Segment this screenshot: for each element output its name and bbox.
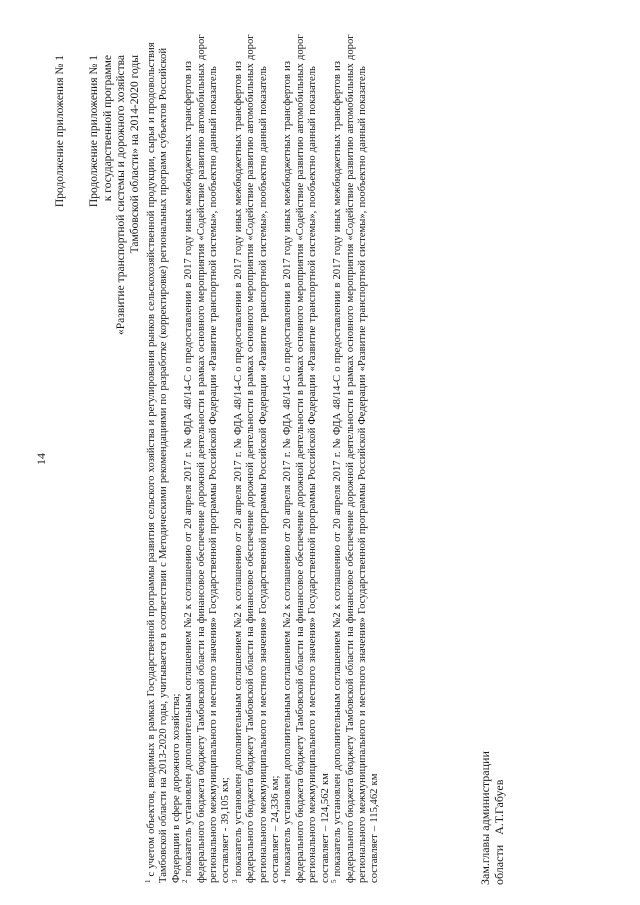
appendix-line: к государственной программе <box>101 55 114 202</box>
appendix-continued-label: Продолжение приложения № 1 <box>54 55 66 208</box>
footnote-mark: 1 <box>144 879 152 883</box>
footnote-text: с учетом объектов, вводимых в рамках Государственной программы развития сельского хозяйства и регулирования рынков сельскохозяйственной продукции, сырья и продовольствия Тамбовской области на 2013-2020 годы, учитывается в соответствии с Методическими рекомендациями по разработке (корректировке) региональных программ субъектов Российской Федерации в сфере дорожного хозяйства; <box>146 42 182 883</box>
appendix-line: Тамбовской области» на 2014-2020 годы <box>128 55 141 254</box>
footnote-3 <box>230 21 283 883</box>
footnote-text: показатель установлен дополнительным соглашением №2 к соглашению от 20 апреля 2017 г. № ФДА 48/14-С о предоставлении в 2017 году иных межбюджетных трансфертов из федерального бюджета бюджету Тамбовской области на финансовое обеспечение дорожной деятельности в рамках основного мероприятия «Содействие развитию автомобильных дорог регионального межмуниципального и местного значения» Государственной программы Российской Федерации «Развитие транспортной системы», пообъектно данный показатель составляет - 39,105 км; <box>183 34 232 883</box>
signature-block <box>478 751 506 885</box>
signature-line <box>492 751 506 885</box>
signature-title: Зам.главы администрации <box>478 751 492 885</box>
footnote-mark: 2 <box>181 879 190 883</box>
footnote-mark: 3 <box>230 879 239 883</box>
footnote-1 <box>146 21 183 883</box>
footnote-mark: 5 <box>330 879 339 883</box>
footnote-text: показатель установлен дополнительным соглашением №2 к соглашению от 20 апреля 2017 г. № ФДА 48/14-С о предоставлении в 2017 году иных межбюджетных трансфертов из федерального бюджета бюджету Тамбовской области на финансовое обеспечение дорожной деятельности в рамках основного мероприятия «Содействие развитию автомобильных дорог регионального межмуниципального и местного значения» Государственной программы Российской Федерации «Развитие транспортной системы», пообъектно данный показатель составляет – 24,336 км; <box>232 34 282 883</box>
page-number: 14 <box>34 453 48 465</box>
footnote-4 <box>282 21 332 883</box>
appendix-reference <box>88 55 142 695</box>
appendix-line: «Развитие транспортной системы и дорожного хозяйства <box>115 55 128 335</box>
footnote-text: показатель установлен дополнительным соглашением №2 к соглашению от 20 апреля 2017 г. № ФДА 48/14-С о предоставлении в 2017 году иных межбюджетных трансфертов из федерального бюджета бюджету Тамбовской области на финансовое обеспечение дорожной деятельности в рамках основного мероприятия «Содействие развитию автомобильных дорог регионального межмуниципального и местного значения» Государственной программы Российской Федерации «Развитие транспортной системы», пообъектно данный показатель составляет – 124,562 км <box>282 34 331 883</box>
signature-region: области <box>492 844 506 885</box>
footnotes-section <box>146 21 382 883</box>
footnote-5 <box>332 21 382 883</box>
signature-name: А.Т.Габуев <box>492 779 506 835</box>
footnote-2 <box>183 21 233 883</box>
footnote-text: показатель установлен дополнительным соглашением №2 к соглашению от 20 апреля 2017 г. № ФДА 48/14-С о предоставлении в 2017 году иных межбюджетных трансфертов из федерального бюджета бюджету Тамбовской области на финансовое обеспечение дорожной деятельности в рамках основного мероприятия «Содействие развитию автомобильных дорог регионального межмуниципального и местного значения» Государственной программы Российской Федерации «Развитие транспортной системы», пообъектно данный показатель составляет – 115,462 км <box>332 34 381 883</box>
appendix-line: Продолжение приложения № 1 <box>88 55 100 208</box>
footnote-mark: 4 <box>280 879 289 883</box>
